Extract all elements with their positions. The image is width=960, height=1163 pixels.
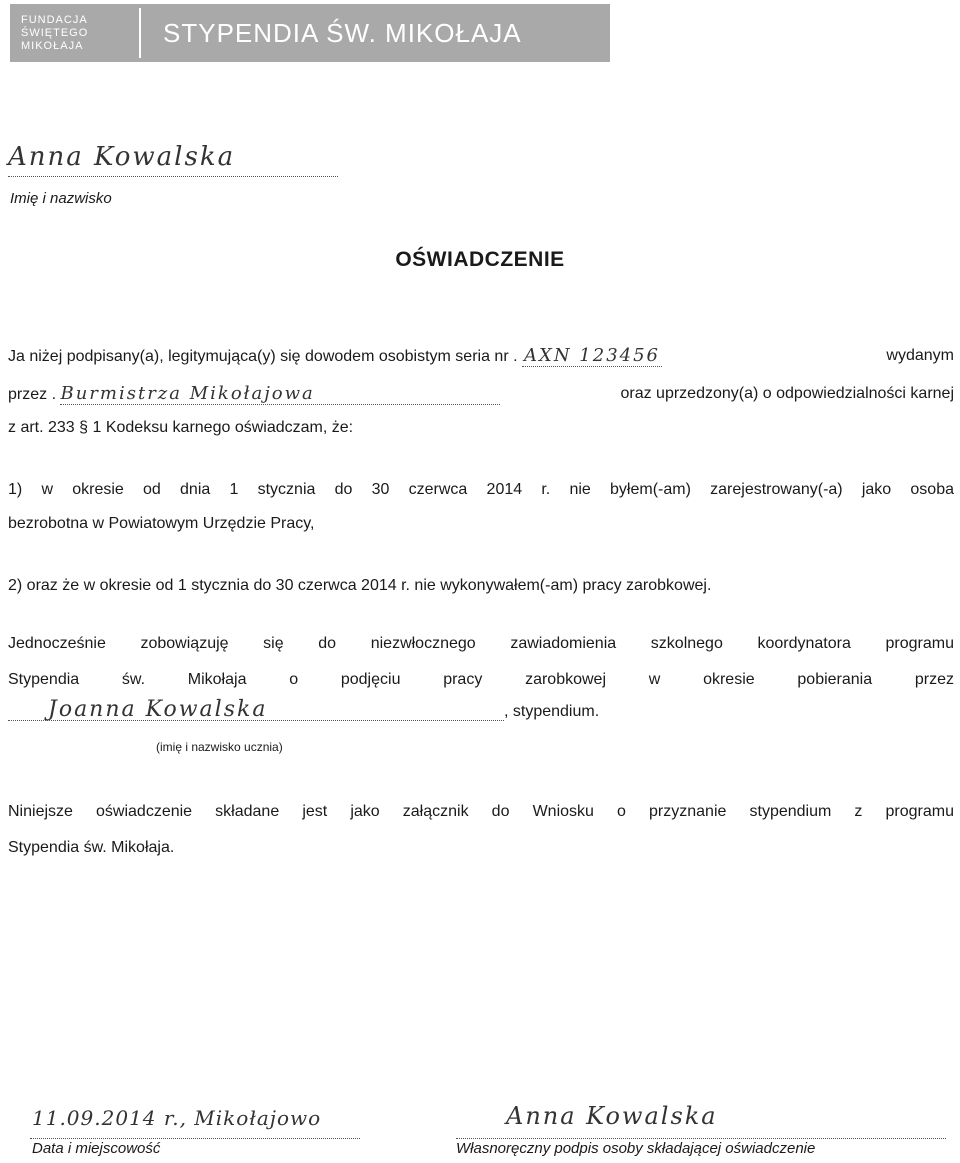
- logo-line: MIKOŁAJA: [21, 39, 84, 52]
- document-title: OŚWIADCZENIE: [395, 248, 565, 271]
- student-name-label: (imię i nazwisko ucznia): [156, 740, 283, 754]
- declaration-text: przez .: [8, 386, 57, 403]
- declaration-line-1: [8, 346, 954, 367]
- declaration-line-2: [8, 384, 954, 405]
- attachment-line-1: Niniejsze oświadczenie składane jest jako załącznik do Wniosku o przyznanie stypendium z programu: [8, 803, 954, 820]
- declaration-text: oraz uprzedzony(a) o odpowiedzialności karnej: [620, 385, 954, 402]
- point-2: 2) oraz że w okresie od 1 stycznia do 30 czerwca 2014 r. nie wykonywałem(-am) pracy zarobkowej.: [8, 577, 712, 594]
- obligation-line-2: Stypendia św. Mikołaja o podjęciu pracy zarobkowej w okresie pobierania przez: [8, 671, 954, 688]
- student-name-handwritten: Joanna Kowalska: [8, 700, 504, 721]
- point-1-line-2: bezrobotna w Powiatowym Urzędzie Pracy,: [8, 515, 315, 532]
- obligation-text: , stypendium.: [504, 703, 600, 720]
- signer-name-handwritten: Anna Kowalska: [8, 142, 236, 172]
- program-title: STYPENDIA ŚW. MIKOŁAJA: [163, 17, 522, 48]
- header-banner: [10, 4, 610, 62]
- date-place-handwritten: 11.09.2014 r., Mikołajowo: [32, 1106, 322, 1130]
- signer-name-label: Imię i nazwisko: [10, 190, 112, 207]
- date-place-label: Data i miejscowość: [32, 1140, 161, 1157]
- logo-line: ŚWIĘTEGO: [21, 26, 89, 39]
- point-1-line-1: 1) w okresie od dnia 1 stycznia do 30 czerwca 2014 r. nie byłem(-am) zarejestrowany(-a) jako osoba: [8, 481, 954, 498]
- signer-name-field: [8, 140, 338, 177]
- issuer-handwritten: Burmistrza Mikołajowa: [60, 384, 500, 405]
- obligation-line-3: [8, 697, 600, 722]
- obligation-line-1: Jednocześnie zobowiązuję się do niezwłocznego zawiadomienia szkolnego koordynatora programu: [8, 635, 954, 652]
- signature-label: Własnoręczny podpis osoby składającej oświadczenie: [456, 1140, 816, 1157]
- id-number-handwritten: AXN 123456: [524, 345, 660, 366]
- logo-line: FUNDACJA: [21, 13, 88, 26]
- attachment-line-2: Stypendia św. Mikołaja.: [8, 839, 175, 856]
- signature-field: [456, 1098, 946, 1139]
- declaration-text: Ja niżej podpisany(a), legitymująca(y) się dowodem osobistym seria nr .: [8, 348, 518, 365]
- date-place-field: [30, 1098, 360, 1139]
- declaration-text: wydanym: [886, 347, 954, 364]
- declaration-line-3: z art. 233 § 1 Kodeksu karnego oświadczam, że:: [8, 419, 354, 436]
- signature-handwritten: Anna Kowalska: [506, 1102, 718, 1130]
- foundation-logo: [15, 8, 141, 58]
